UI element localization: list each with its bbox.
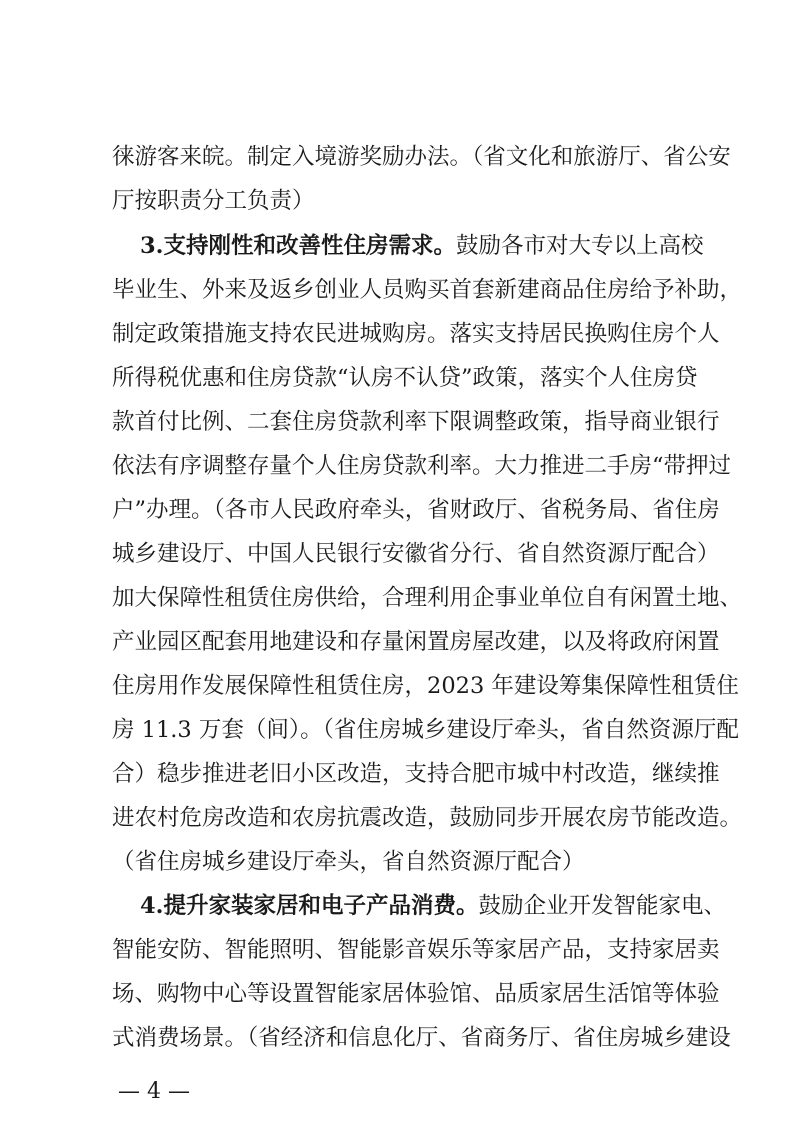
text-line (112, 402, 720, 442)
text-line (112, 270, 743, 310)
text-line (112, 1018, 731, 1058)
text-line (112, 622, 720, 662)
line-text: 住房用作发展保障性租赁住房，2023 年建设筹集保障性租赁住 (112, 673, 739, 699)
line-text: 式消费场景。（省经济和信息化厅、省商务厅、省住房城乡建设 (112, 1025, 731, 1051)
text-line (112, 446, 732, 486)
text-line (112, 314, 720, 354)
line-text: 产业园区配套用地建设和存量闲置房屋改建，以及将政府闲置 (112, 629, 720, 655)
line-text: 依法有序调整存量个人住房贷款利率。大力推进二手房“带押过 (112, 453, 732, 479)
line-text: 徕游客来皖。制定入境游奖励办法。（省文化和旅游厅、省公安 (112, 144, 731, 170)
text-line (112, 930, 720, 970)
line-text: 制定政策措施支持农民进城购房。落实支持居民换购住房个人 (112, 321, 720, 347)
line-text: 智能安防、智能照明、智能影音娱乐等家居产品，支持家居卖 (112, 937, 720, 963)
text-line (112, 534, 720, 574)
text-line (112, 974, 720, 1014)
line-text: 所得税优惠和住房贷款“认房不认贷”政策，落实个人住房贷 (112, 365, 698, 391)
line-text: 厅按职责分工负责） (112, 188, 315, 214)
line-text: 加大保障性租赁住房供给，合理利用企事业单位自有闲置土地、 (112, 585, 743, 611)
section-heading: 3.支持刚性和改善性住房需求。 (140, 233, 456, 259)
text-line (112, 754, 720, 794)
line-text: 城乡建设厅、中国人民银行安徽省分行、省自然资源厅配合） (112, 541, 720, 567)
text-line (112, 137, 731, 177)
text-line (112, 710, 739, 750)
section-heading: 4.提升家装家居和电子产品消费。 (140, 893, 479, 919)
line-text: 鼓励企业开发智能家电、 (478, 893, 727, 919)
text-line (112, 798, 743, 838)
line-text: 鼓励各市对大专以上高校 (456, 233, 704, 259)
text-line (112, 578, 743, 618)
text-line (112, 358, 697, 398)
line-text: 户”办理。（各市人民政府牵头，省财政厅、省税务局、省住房 (112, 497, 720, 523)
page-number: — 4 — (118, 1079, 190, 1104)
line-text: （省住房城乡建设厅牵头，省自然资源厅配合） (112, 849, 585, 875)
line-text: 毕业生、外来及返乡创业人员购买首套新建商品住房给予补助， (112, 277, 743, 303)
text-line (112, 181, 697, 221)
line-text: 合）稳步推进老旧小区改造，支持合肥市城中村改造，继续推 (112, 761, 720, 787)
line-text: 进农村危房改造和农房抗震改造，鼓励同步开展农房节能改造。 (112, 805, 743, 831)
text-line (112, 666, 739, 706)
text-line (112, 490, 720, 530)
section-heading-line (140, 886, 727, 926)
line-text: 房 11.3 万套（间）。（省住房城乡建设厅牵头，省自然资源厅配 (112, 717, 739, 743)
section-heading-line (140, 226, 704, 266)
text-line (112, 842, 697, 882)
line-text: 款首付比例、二套住房贷款利率下限调整政策，指导商业银行 (112, 409, 720, 435)
line-text: 场、购物中心等设置智能家居体验馆、品质家居生活馆等体验 (112, 981, 720, 1007)
